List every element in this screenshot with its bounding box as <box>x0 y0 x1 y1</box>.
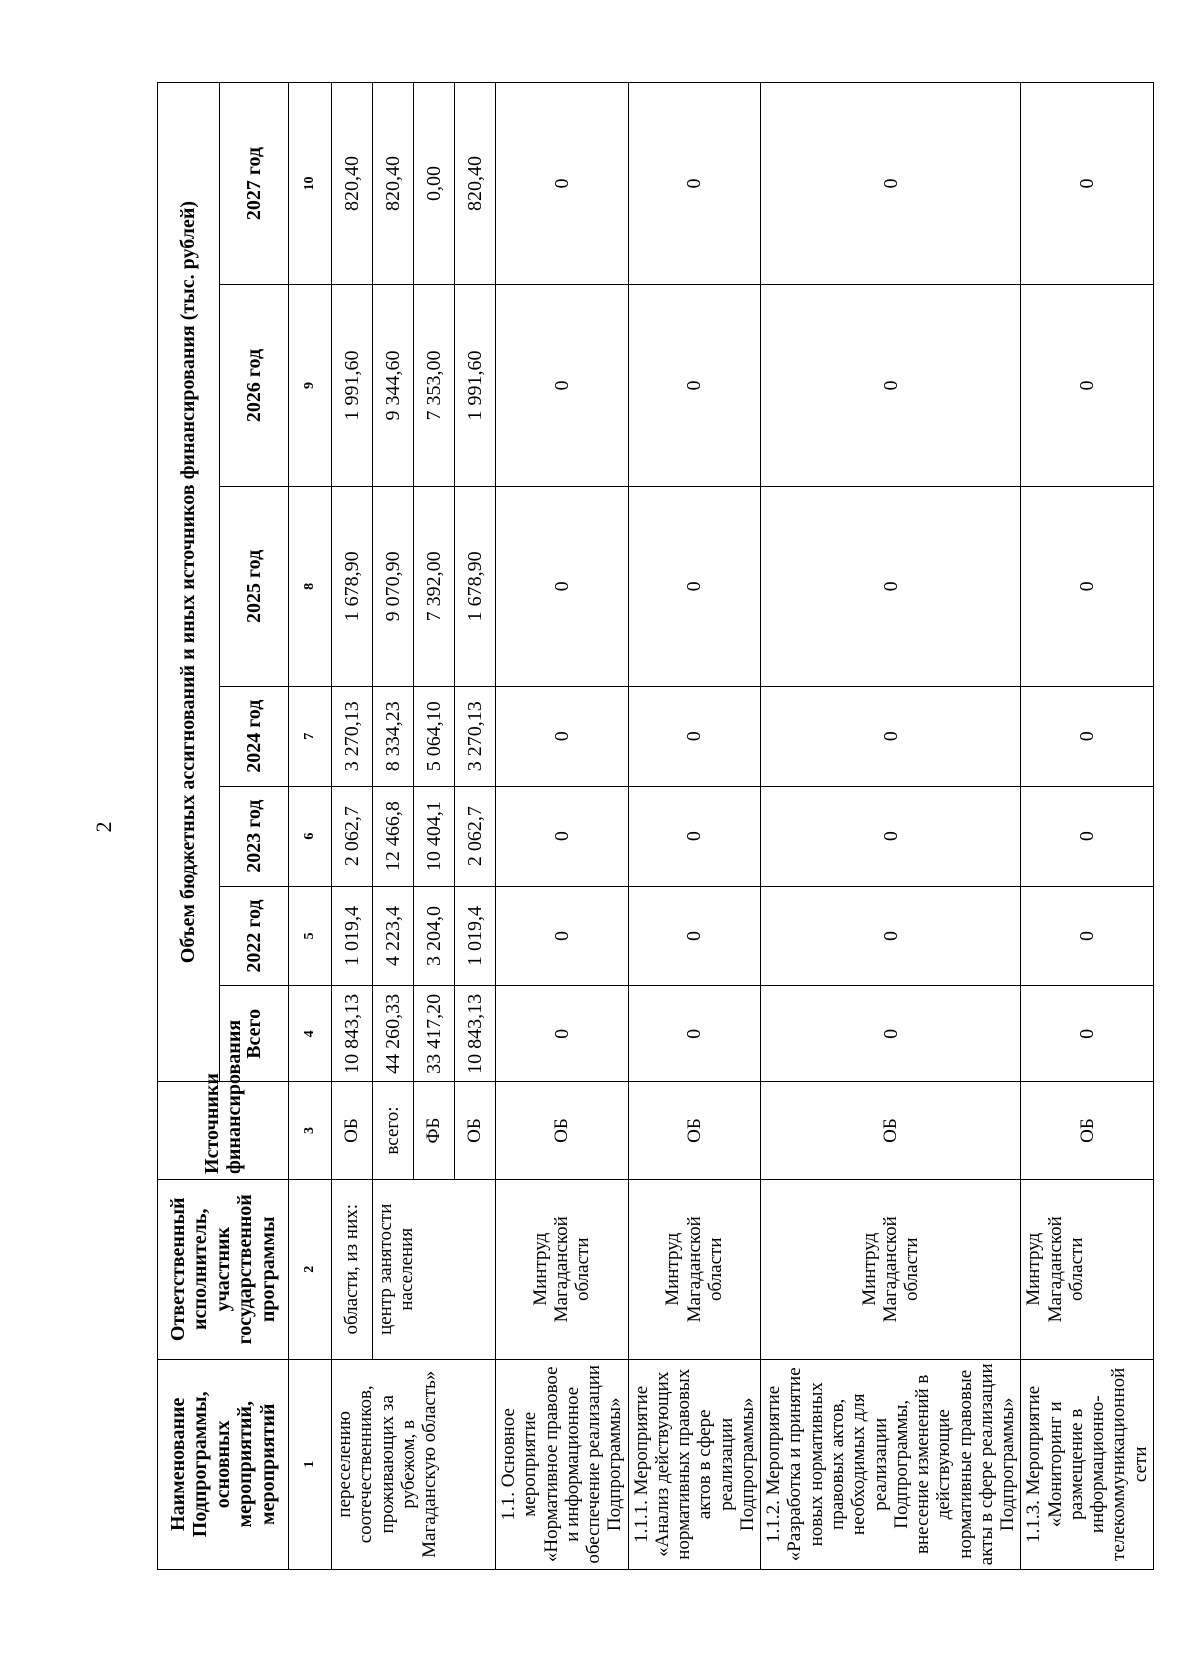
value-2027: 820,40 <box>332 83 373 285</box>
value-2026: 7 353,00 <box>414 285 455 487</box>
value-2023: 2 062,7 <box>455 786 496 886</box>
row-name: 1.1.1. Мероприятие «Анализ действующих нормативных правовых актов в сфере реализации Подпрограммы» <box>628 1359 761 1569</box>
table-row <box>761 83 1021 1570</box>
header-executor: Ответственный исполнитель, участник государственной программы <box>158 1179 289 1359</box>
value-2025: 0 <box>496 486 629 686</box>
table-row <box>332 83 373 1570</box>
column-number: 4 <box>289 986 332 1082</box>
value-2023: 10 404,1 <box>414 786 455 886</box>
value-2026: 9 344,60 <box>373 285 414 487</box>
value-2024: 8 334,23 <box>373 686 414 786</box>
value-2024: 0 <box>496 686 629 786</box>
value-2027: 820,40 <box>373 83 414 285</box>
value-2025: 9 070,90 <box>373 486 414 686</box>
value-total: 33 417,20 <box>414 986 455 1082</box>
value-2026: 0 <box>496 285 629 487</box>
value-2024: 3 270,13 <box>332 686 373 786</box>
header-volume: Объем бюджетных ассигнований и иных источников финансирования (тыс. рублей) <box>158 83 220 1082</box>
row-executor: Минтруд Магаданской области <box>761 1179 1021 1359</box>
column-number: 2 <box>289 1179 332 1359</box>
value-2022: 3 204,0 <box>414 886 455 986</box>
value-2026: 0 <box>628 285 761 487</box>
value-total: 0 <box>628 986 761 1082</box>
value-2027: 0 <box>628 83 761 285</box>
header-year-2025: 2025 год <box>220 486 289 686</box>
value-2024: 0 <box>628 686 761 786</box>
row-source: ФБ <box>414 1082 455 1180</box>
value-2025: 1 678,90 <box>455 486 496 686</box>
value-2024: 0 <box>761 686 1021 786</box>
value-2027: 0,00 <box>414 83 455 285</box>
value-2024: 5 064,10 <box>414 686 455 786</box>
header-year-2026: 2026 год <box>220 285 289 487</box>
value-2022: 0 <box>1021 886 1154 986</box>
value-2023: 0 <box>1021 786 1154 886</box>
value-2025: 1 678,90 <box>332 486 373 686</box>
header-year-2024: 2024 год <box>220 686 289 786</box>
row-executor: Минтруд Магаданской области <box>628 1179 761 1359</box>
row-source: ОБ <box>455 1082 496 1180</box>
value-2022: 0 <box>761 886 1021 986</box>
row-name: 1.1.2. Мероприятие «Разработка и принятие новых нормативных правовых актов, необходимых для реализации Подпрограммы, внесение изменений в действующие нормативные правовые акты в сфере реализации Подпрограммы» <box>761 1359 1021 1569</box>
header-year-2027: 2027 год <box>220 83 289 285</box>
table-row <box>496 83 629 1570</box>
value-2025: 0 <box>761 486 1021 686</box>
value-total: 10 843,13 <box>332 986 373 1082</box>
row-source: ОБ <box>1021 1082 1154 1180</box>
table-row <box>628 83 761 1570</box>
value-2023: 2 062,7 <box>332 786 373 886</box>
budget-table <box>157 82 1154 1570</box>
value-2024: 3 270,13 <box>455 686 496 786</box>
value-2025: 7 392,00 <box>414 486 455 686</box>
header-total: Всего <box>220 986 289 1082</box>
row-name: 1.1.3. Мероприятие «Мониторинг и размещение в информационно-телекоммуникационной сети <box>1021 1359 1154 1569</box>
value-2027: 820,40 <box>455 83 496 285</box>
value-2025: 0 <box>628 486 761 686</box>
value-2023: 0 <box>496 786 629 886</box>
row-executor: Минтруд Магаданской области <box>1021 1179 1154 1359</box>
column-number: 8 <box>289 486 332 686</box>
column-number: 3 <box>289 1082 332 1180</box>
value-2026: 0 <box>1021 285 1154 487</box>
column-number: 6 <box>289 786 332 886</box>
value-total: 0 <box>1021 986 1154 1082</box>
value-total: 10 843,13 <box>455 986 496 1082</box>
column-number: 7 <box>289 686 332 786</box>
column-number: 1 <box>289 1359 332 1569</box>
value-total: 0 <box>761 986 1021 1082</box>
header-sources: Источники финансирования <box>158 1082 289 1180</box>
value-2023: 0 <box>761 786 1021 886</box>
value-2027: 0 <box>761 83 1021 285</box>
row-executor: центр занятости населения <box>373 1179 496 1359</box>
row-source: ОБ <box>761 1082 1021 1180</box>
table-row <box>373 83 414 1570</box>
value-2023: 0 <box>628 786 761 886</box>
value-2025: 0 <box>1021 486 1154 686</box>
value-total: 0 <box>496 986 629 1082</box>
header-name: Наименование Подпрограммы, основных мероприятий, мероприятий <box>158 1359 289 1569</box>
header-year-2023: 2023 год <box>220 786 289 886</box>
column-number: 5 <box>289 886 332 986</box>
value-2023: 12 466,8 <box>373 786 414 886</box>
row-name: переселению соотечественников, проживающих за рубежом, в Магаданскую область» <box>332 1359 496 1569</box>
value-2022: 1 019,4 <box>332 886 373 986</box>
column-number: 10 <box>289 83 332 285</box>
value-2022: 1 019,4 <box>455 886 496 986</box>
row-executor: области, из них: <box>332 1179 373 1359</box>
value-2026: 0 <box>761 285 1021 487</box>
value-2027: 0 <box>1021 83 1154 285</box>
row-source: ОБ <box>628 1082 761 1180</box>
column-number: 9 <box>289 285 332 487</box>
value-2022: 0 <box>628 886 761 986</box>
value-2024: 0 <box>1021 686 1154 786</box>
budget-table-rotated <box>157 82 1151 1570</box>
table-row <box>1021 83 1154 1570</box>
row-executor: Минтруд Магаданской области <box>496 1179 629 1359</box>
value-total: 44 260,33 <box>373 986 414 1082</box>
column-numbers-row <box>289 83 332 1570</box>
page-number: 2 <box>91 821 116 833</box>
header-year-2022: 2022 год <box>220 886 289 986</box>
value-2026: 1 991,60 <box>332 285 373 487</box>
value-2022: 4 223,4 <box>373 886 414 986</box>
row-source: ОБ <box>332 1082 373 1180</box>
value-2026: 1 991,60 <box>455 285 496 487</box>
row-name: 1.1. Основное мероприятие «Нормативное правовое и информационное обеспечение реализации Подпрограммы» <box>496 1359 629 1569</box>
value-2022: 0 <box>496 886 629 986</box>
value-2027: 0 <box>496 83 629 285</box>
row-source: ОБ <box>496 1082 629 1180</box>
row-source: всего: <box>373 1082 414 1180</box>
